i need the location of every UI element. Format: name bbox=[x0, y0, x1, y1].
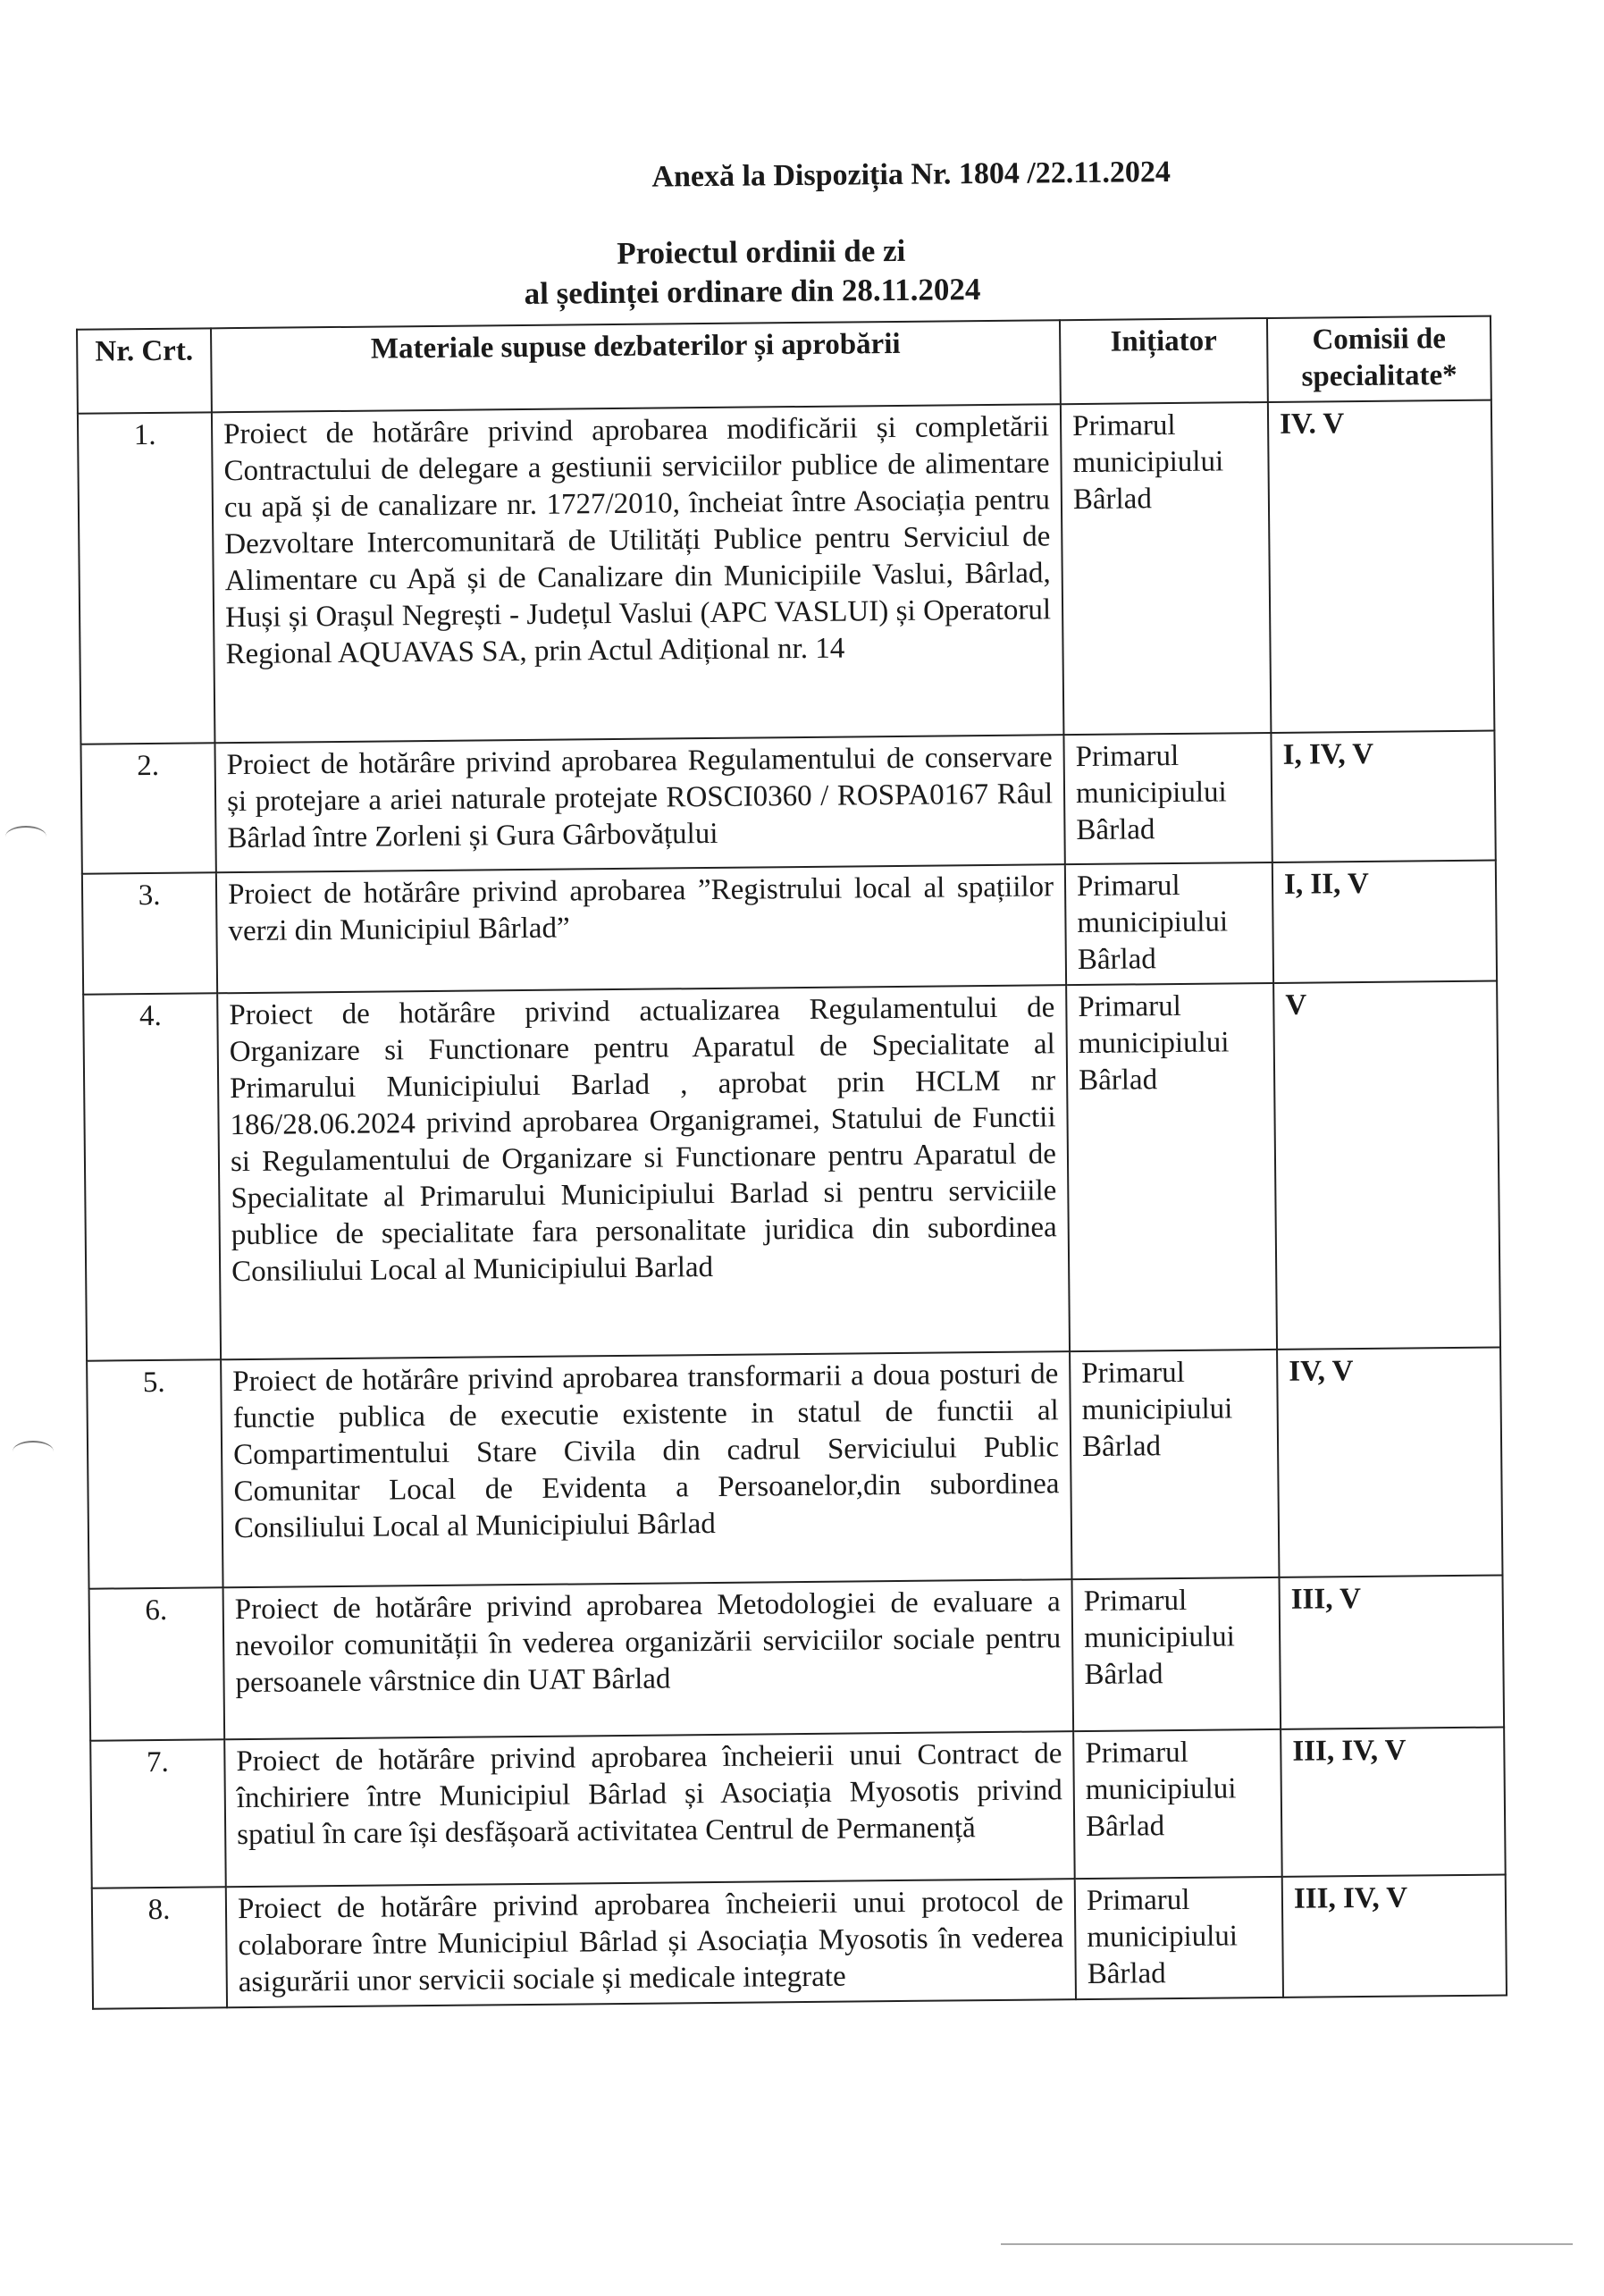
row-initiator: Primarul municipiului Bârlad bbox=[1066, 983, 1277, 1351]
row-initiator: Primarul municipiului Bârlad bbox=[1065, 862, 1273, 985]
table-row bbox=[90, 1728, 1506, 1888]
row-committees: I, IV, V bbox=[1271, 731, 1495, 862]
table-row bbox=[78, 400, 1494, 744]
header-nr-crt: Nr. Crt. bbox=[77, 328, 212, 413]
row-initiator: Primarul municipiului Bârlad bbox=[1070, 1350, 1279, 1579]
row-initiator: Primarul municipiului Bârlad bbox=[1063, 733, 1272, 864]
row-number: 4. bbox=[83, 993, 221, 1360]
row-committees: IV, V bbox=[1277, 1348, 1502, 1577]
row-committees: IV. V bbox=[1268, 400, 1495, 733]
row-initiator: Primarul municipiului Bârlad bbox=[1061, 402, 1272, 735]
row-material: Proiect de hotărâre privind aprobarea Metodologiei de evaluare a nevoilor comunității în vederea organizării serviciilor sociale pentru persoanele vârstnice din UAT Bârlad bbox=[223, 1579, 1074, 1739]
scan-edge-line bbox=[1001, 2243, 1573, 2245]
row-number: 5. bbox=[87, 1359, 223, 1588]
row-number: 6. bbox=[89, 1587, 225, 1740]
row-number: 2. bbox=[80, 743, 215, 873]
row-initiator: Primarul municipiului Bârlad bbox=[1071, 1577, 1281, 1731]
agenda-table-body bbox=[78, 400, 1507, 2009]
row-number: 7. bbox=[90, 1739, 226, 1888]
row-committees: V bbox=[1273, 981, 1500, 1350]
row-committees: III, V bbox=[1279, 1576, 1504, 1729]
header-materials: Materiale supuse dezbaterilor și aprobării bbox=[211, 320, 1061, 412]
row-material: Proiect de hotărâre privind aprobarea modificării și completării Contractului de delegare a gestiunii serviciilor publice de alimentare cu apă și de canalizare nr. 1727/2010, încheiat între Asociația pentru Dezvoltare Intercomunitară de Utilități Publice pentru Serviciul de Alimentare cu Apă și de Canalizare din Municipiile Vaslui, Bârlad, Huși și Orașul Negrești - Județul Vaslui (APC VASLUI) și Operatorul Regional AQUAVAS SA, prin Actul Adițional nr. 14 bbox=[212, 404, 1064, 743]
row-material: Proiect de hotărâre privind aprobarea Regulamentului de conservare și protejare a ariei naturale protejate ROSCI0360 / ROSPA0167 Râul Bârlad între Zorleni și Gura Gârbovățului bbox=[214, 735, 1064, 872]
header-committees: Comisii de specialitate* bbox=[1267, 316, 1491, 402]
row-number: 1. bbox=[78, 412, 215, 744]
table-row bbox=[80, 731, 1495, 874]
row-material: Proiect de hotărâre privind aprobarea ”Registrului local al spațiilor verzi din Municipiul Bârlad” bbox=[216, 864, 1066, 993]
table-header-row bbox=[77, 316, 1491, 414]
row-material: Proiect de hotărâre privind aprobarea încheierii unui protocol de colaborare între Municipiul Bârlad și Asociația Myosotis în vederea asigurării unor servicii sociale și medicale integrate bbox=[226, 1879, 1076, 2007]
row-material: Proiect de hotărâre privind aprobarea încheierii unui Contract de închiriere între Municipiul Bârlad și Asociația Myosotis privind spatiul în care își desfășoară activitatea Centrul de Permanență bbox=[224, 1731, 1075, 1887]
scan-artifact-mark bbox=[5, 826, 46, 847]
row-material: Proiect de hotărâre privind actualizarea Regulamentului de Organizare si Functionare pentru Aparatul de Specialitate al Primarului Municipiului Barlad , aprobat prin HCLM nr 186/28.06.2024 privind aprobarea Organigramei, Statului de Functii si Regulamentului de Organizare si Functionare pentru Aparatul de Specialitate al Primarului Municipiului Barlad si pentru serviciile publice de specialitate fara personalitate juridica din subordinea Consiliului Local al Municipiului Barlad bbox=[217, 985, 1070, 1359]
table-row bbox=[89, 1576, 1505, 1741]
agenda-table bbox=[76, 315, 1507, 2010]
row-committees: III, IV, V bbox=[1282, 1875, 1507, 1997]
scan-artifact-mark bbox=[13, 1441, 54, 1462]
table-row bbox=[82, 861, 1497, 995]
table-row bbox=[87, 1348, 1502, 1589]
annex-reference: Anexă la Dispoziția Nr. 1804 /22.11.2024 bbox=[651, 156, 1172, 194]
table-row bbox=[92, 1875, 1507, 2009]
row-initiator: Primarul municipiului Bârlad bbox=[1073, 1729, 1282, 1879]
row-material: Proiect de hotărâre privind aprobarea transformarii a doua posturi de functie publica de executie existente in statul de functii al Compartimentului Stare Civila din cadrul Serviciului Public Comunitar Local de Evidenta a Persoanelor,din subordinea Consiliului Local al Municipiului Bârlad bbox=[221, 1351, 1071, 1587]
agenda-table-header bbox=[77, 316, 1491, 414]
document-title: Proiectul ordinii de zi bbox=[617, 232, 906, 271]
row-initiator: Primarul municipiului Bârlad bbox=[1075, 1877, 1283, 1999]
row-committees: I, II, V bbox=[1272, 861, 1497, 983]
row-number: 3. bbox=[82, 872, 217, 994]
header-initiator: Inițiator bbox=[1060, 318, 1268, 404]
row-committees: III, IV, V bbox=[1281, 1728, 1506, 1877]
row-number: 8. bbox=[92, 1887, 227, 2008]
table-row bbox=[83, 981, 1500, 1361]
document-subtitle: al ședinței ordinare din 28.11.2024 bbox=[524, 272, 981, 311]
